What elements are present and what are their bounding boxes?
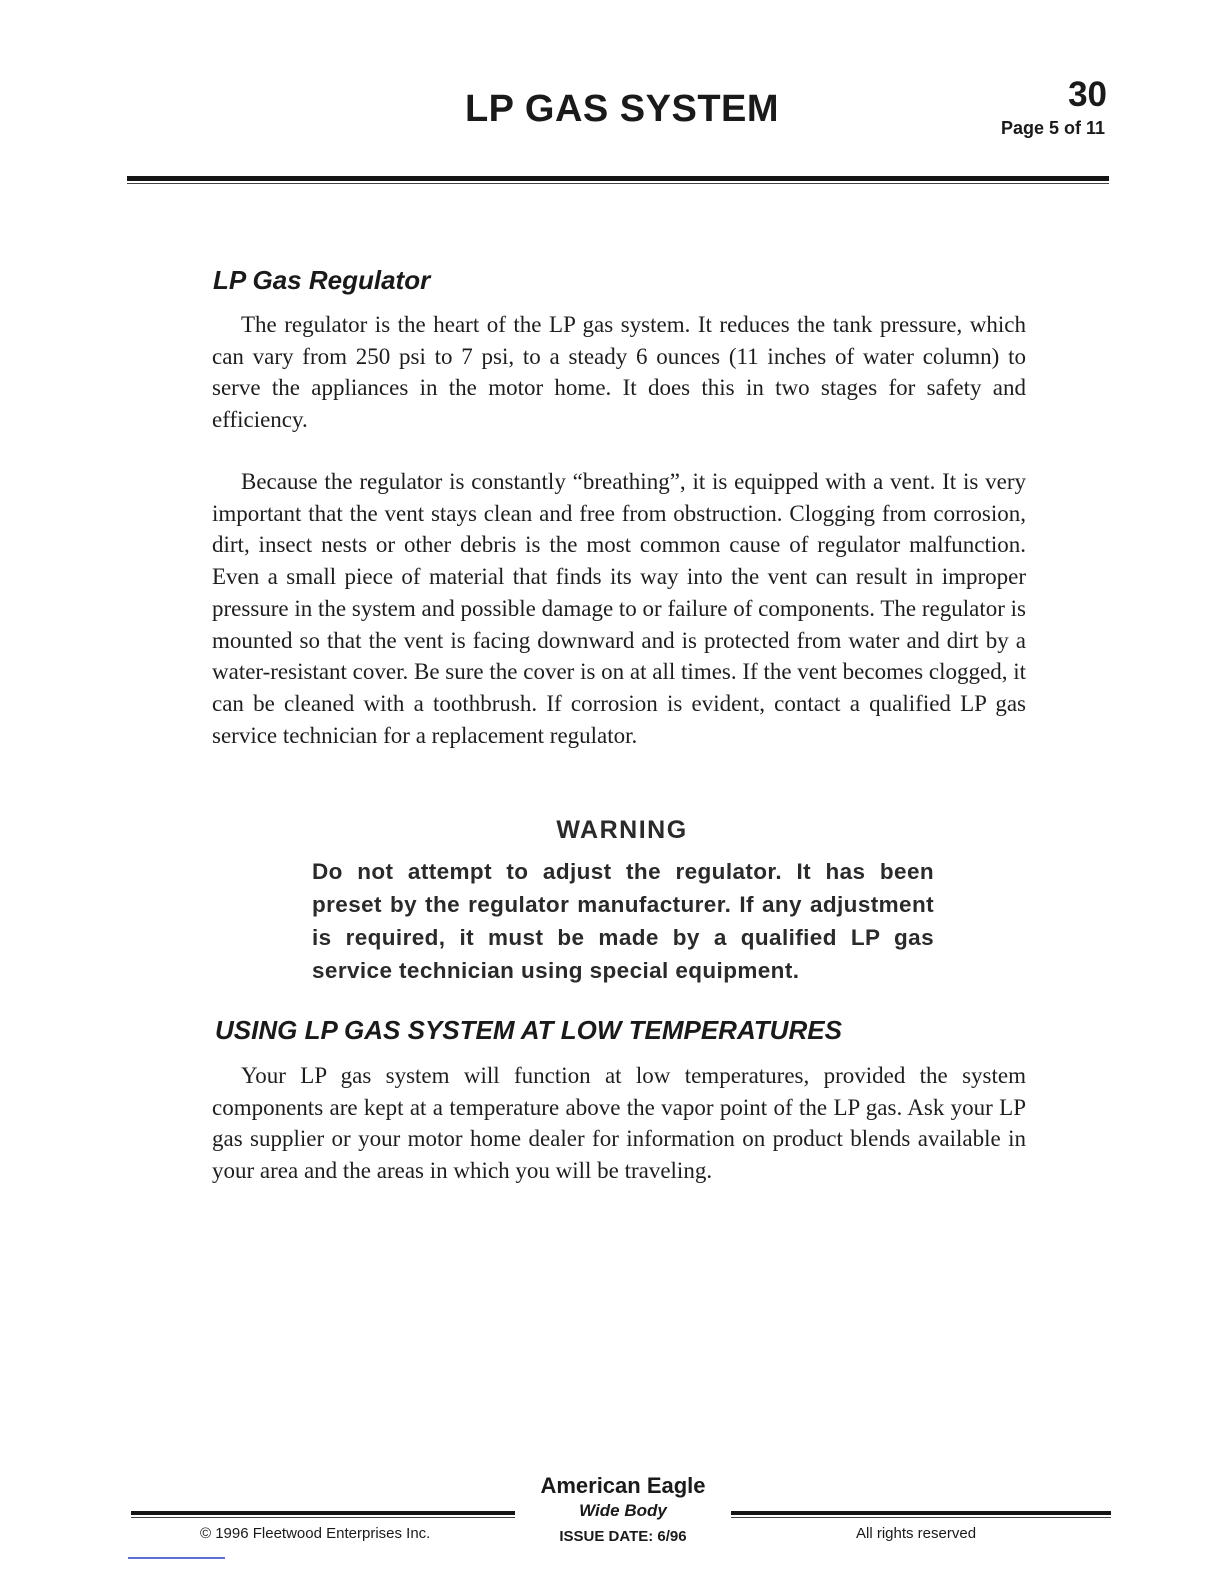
scan-corner-mark (128, 1557, 225, 1559)
warning-title: WARNING (556, 816, 688, 844)
footer-issue-date: ISSUE DATE: 6/96 (559, 1528, 687, 1545)
chapter-number: 30 (1068, 75, 1107, 114)
footer-divider-left (131, 1511, 515, 1515)
footer-model: Wide Body (579, 1501, 667, 1520)
footer-divider-right (731, 1511, 1111, 1515)
low-temp-paragraph: Your LP gas system will function at low temperatures, provided the system components are kept at a temperature above the vapor point of the LP gas. Ask your LP gas supplier or your motor home dealer for information on product blends available in your area and the areas in which you will be traveling. (212, 1063, 1026, 1184)
footer-rights: All rights reserved (856, 1525, 977, 1542)
regulator-heading: LP Gas Regulator (213, 265, 431, 295)
page-title: LP GAS SYSTEM (464, 88, 780, 130)
header-divider (127, 176, 1109, 181)
footer-brand: American Eagle (540, 1473, 706, 1498)
regulator-paragraph-1: The regulator is the heart of the LP gas system. It reduces the tank pressure, which can vary from 250 psi to 7 psi, to a steady 6 ounces (11 inches of water column) to serve the appliances in the motor home. It does this in two stages for safety and efficiency. (212, 312, 1026, 433)
footer-divider-right-thin (731, 1517, 1111, 1518)
footer-divider-left-thin (131, 1517, 515, 1518)
warning-text: Do not attempt to adjust the regulator. It has been preset by the regulator manufacturer. If any adjustment is required, it must be made by a qualified LP gas service technician using special equipment. (312, 859, 934, 983)
footer-copyright: © 1996 Fleetwood Enterprises Inc. (200, 1525, 431, 1542)
page-count: Page 5 of 11 (1000, 118, 1105, 138)
low-temp-heading: USING LP GAS SYSTEM AT LOW TEMPERATURES (215, 1015, 842, 1045)
header-divider-thin (127, 183, 1109, 184)
regulator-paragraph-2: Because the regulator is constantly “breathing”, it is equipped with a vent. It is very important that the vent stays clean and free from obstruction. Clogging from corrosion, dirt, insect nests or other debris is the most common cause of regulator malfunction. Even a small piece of material that finds its way into the vent can result in improper pressure in the system and possible damage to or failure of components. The regulator is mounted so that the vent is facing downward and is protected from water and dirt by a water-resistant cover. Be sure the cover is on at all times. If the vent becomes clogged, it can be cleaned with a toothbrush. If corrosion is evident, contact a qualified LP gas service technician for a replacement regulator. (212, 469, 1026, 748)
